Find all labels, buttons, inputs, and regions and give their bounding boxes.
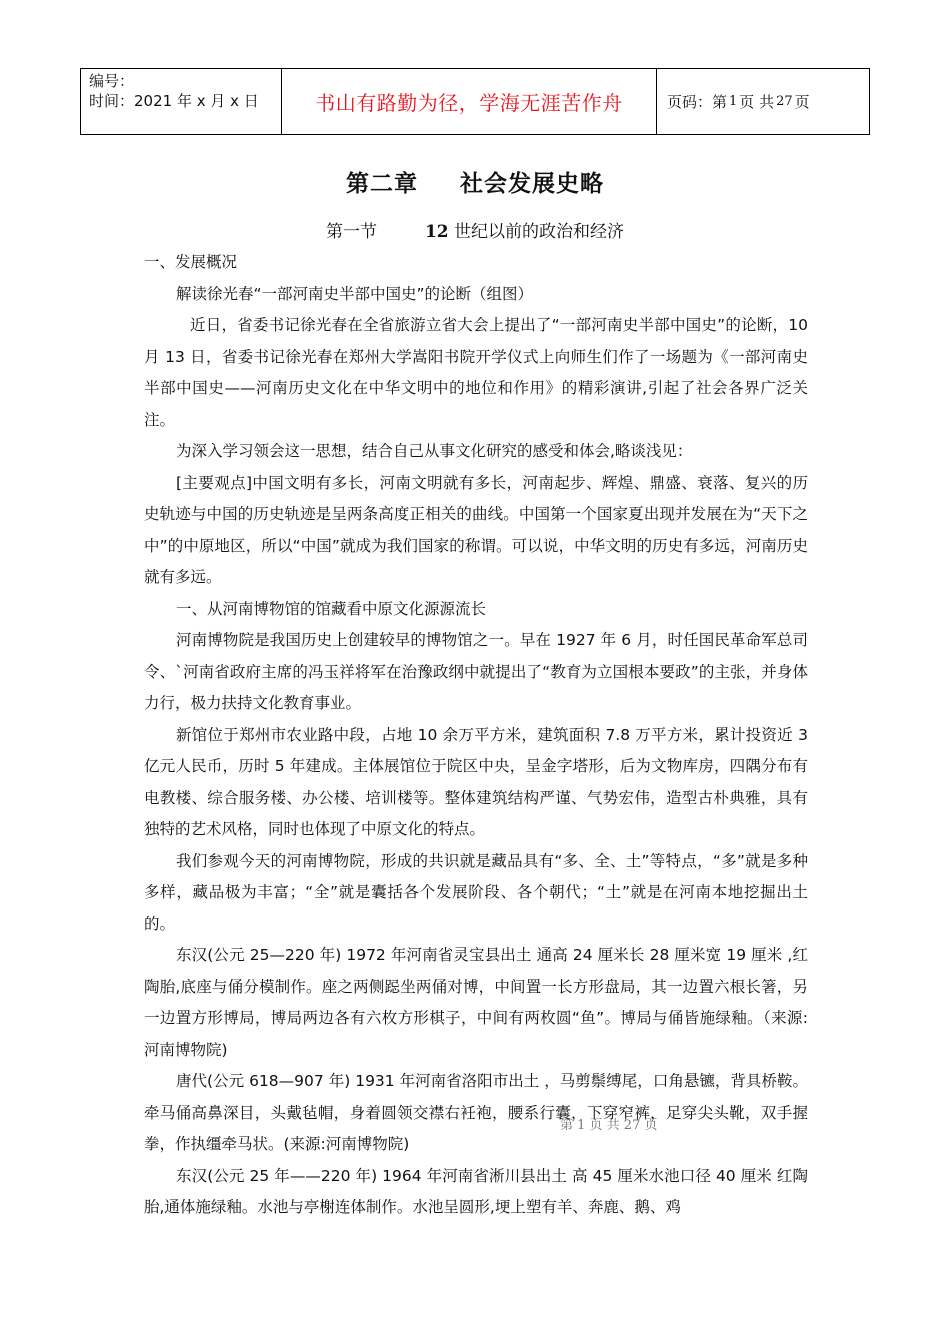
section-name: 世纪以前的政治和经济	[454, 222, 625, 242]
document-body	[144, 247, 808, 1224]
heading-overview: 一、发展概况	[144, 253, 238, 271]
paragraph: 新馆位于郑州市农业路中段，占地 10 余万平方米，建筑面积 7.8 万平方米，累计投资近 3 亿元人民币，历时 5 年建成。主体展馆位于院区中央，呈金字塔形，后为文物库房，四隅分布有电教楼、综合服务楼、办公楼、培训楼等。整体建筑结构严谨、气势宏伟，造型古朴典雅，具有独特的艺术风格，同时也体现了中原文化的特点。	[144, 725, 808, 838]
paragraph-main-view: [主要观点]中国文明有多长，河南文明就有多长，河南起步、辉煌、鼎盛、衰落、复兴的历史轨迹与中国的历史轨迹是呈两条高度正相关的曲线。中国第一个国家夏出现并发展在为“天下之中”的中原地区，所以“中国”就成为我们国家的称谓。可以说，中华文明的历史有多远，河南历史就有多远。	[144, 473, 808, 586]
section-title	[0, 217, 950, 242]
document-number-label: 编号：	[89, 72, 135, 90]
header-meta-cell	[81, 69, 282, 134]
artifact-description: 东汉(公元 25 年——220 年) 1964 年河南省淅川县出土 高 45 厘米水池口径 40 厘米 红陶胎,通体施绿釉。水池与亭榭连体制作。水池呈圆形,埂上塑有羊、奔鹿、鹅、鸡	[144, 1166, 808, 1216]
artifact-description: 东汉(公元 25—220 年) 1972 年河南省灵宝县出土 通高 24 厘米长 28 厘米宽 19 厘米 ,红陶胎,底座与俑分模制作。座之两侧跽坐两俑对博，中间置一长方形盘局，其一边置六根长箸，另一边置方形博局，博局两边各有六枚方形棋子，中间有两枚圆“鱼”。博局与俑皆施绿釉。（来源:河南博物院)	[144, 946, 808, 1059]
paragraph: 近日，省委书记徐光春在全省旅游立省大会上提出了“一部河南史半部中国史”的论断，10 月 13 日，省委书记徐光春在郑州大学嵩阳书院开学仪式上向师生们作了一场题为《一部河南史半部中国史——河南历史文化在中华文明中的地位和作用》的精彩演讲,引起了社会各界广泛关注。	[144, 316, 808, 429]
section-number: 第一节	[325, 222, 377, 242]
page-label-suffix: 页	[794, 93, 810, 111]
page-label-prefix: 页码：第	[667, 93, 728, 111]
header-motto-cell	[282, 69, 657, 134]
chapter-name: 社会发展史略	[460, 171, 604, 197]
motto-text: 书山有路勤为径，学海无涯苦作舟	[315, 91, 623, 115]
artifact-description: 唐代(公元 618—907 年) 1931 年河南省洛阳市出土 ，马剪鬃缚尾，口角悬镳，背具桥鞍。牵马俑高鼻深目，头戴毡帽，身着圆领交襟右衽袍，腰系行囊，下穿窄裤，足穿尖头靴，双手握拳，作执缰牵马状。(来源:河南博物院)	[144, 1072, 808, 1153]
paragraph: 为深入学习领会这一思想，结合自己从事文化研究的感受和体会,略谈浅见：	[176, 442, 693, 460]
chapter-title	[0, 165, 950, 198]
chapter-number: 第二章	[346, 171, 418, 197]
header-table	[80, 68, 870, 135]
paragraph: 河南博物院是我国历史上创建较早的博物馆之一。早在 1927 年 6 月，时任国民革命军总司令、`河南省政府主席的冯玉祥将军在治豫政纲中就提出了“教育为立国根本要政”的主张，并身体力行，极力扶持文化教育事业。	[144, 631, 808, 712]
page-total: 27	[776, 94, 793, 109]
article-headline: 解读徐光春“一部河南史半部中国史”的论断（组图）	[176, 284, 534, 303]
page-number-overlay: 第 1 页 共 27 页	[560, 1118, 658, 1133]
header-page-cell	[657, 69, 869, 134]
page-label-mid: 页 共	[739, 93, 775, 111]
paragraph: 我们参观今天的河南博物院，形成的共识就是藏品具有“多、全、土”等特点，“多”就是多种多样，藏品极为丰富；“全”就是囊括各个发展阶段、各个朝代；“土”就是在河南本地挖掘出土的。	[144, 851, 808, 933]
section-century: 12	[424, 222, 449, 242]
subheading-museum: 一、从河南博物馆的馆藏看中原文化源源流长	[176, 599, 487, 618]
document-time-label: 时间：2021 年 x 月 x 日	[89, 92, 259, 110]
page-current: 1	[729, 94, 738, 109]
